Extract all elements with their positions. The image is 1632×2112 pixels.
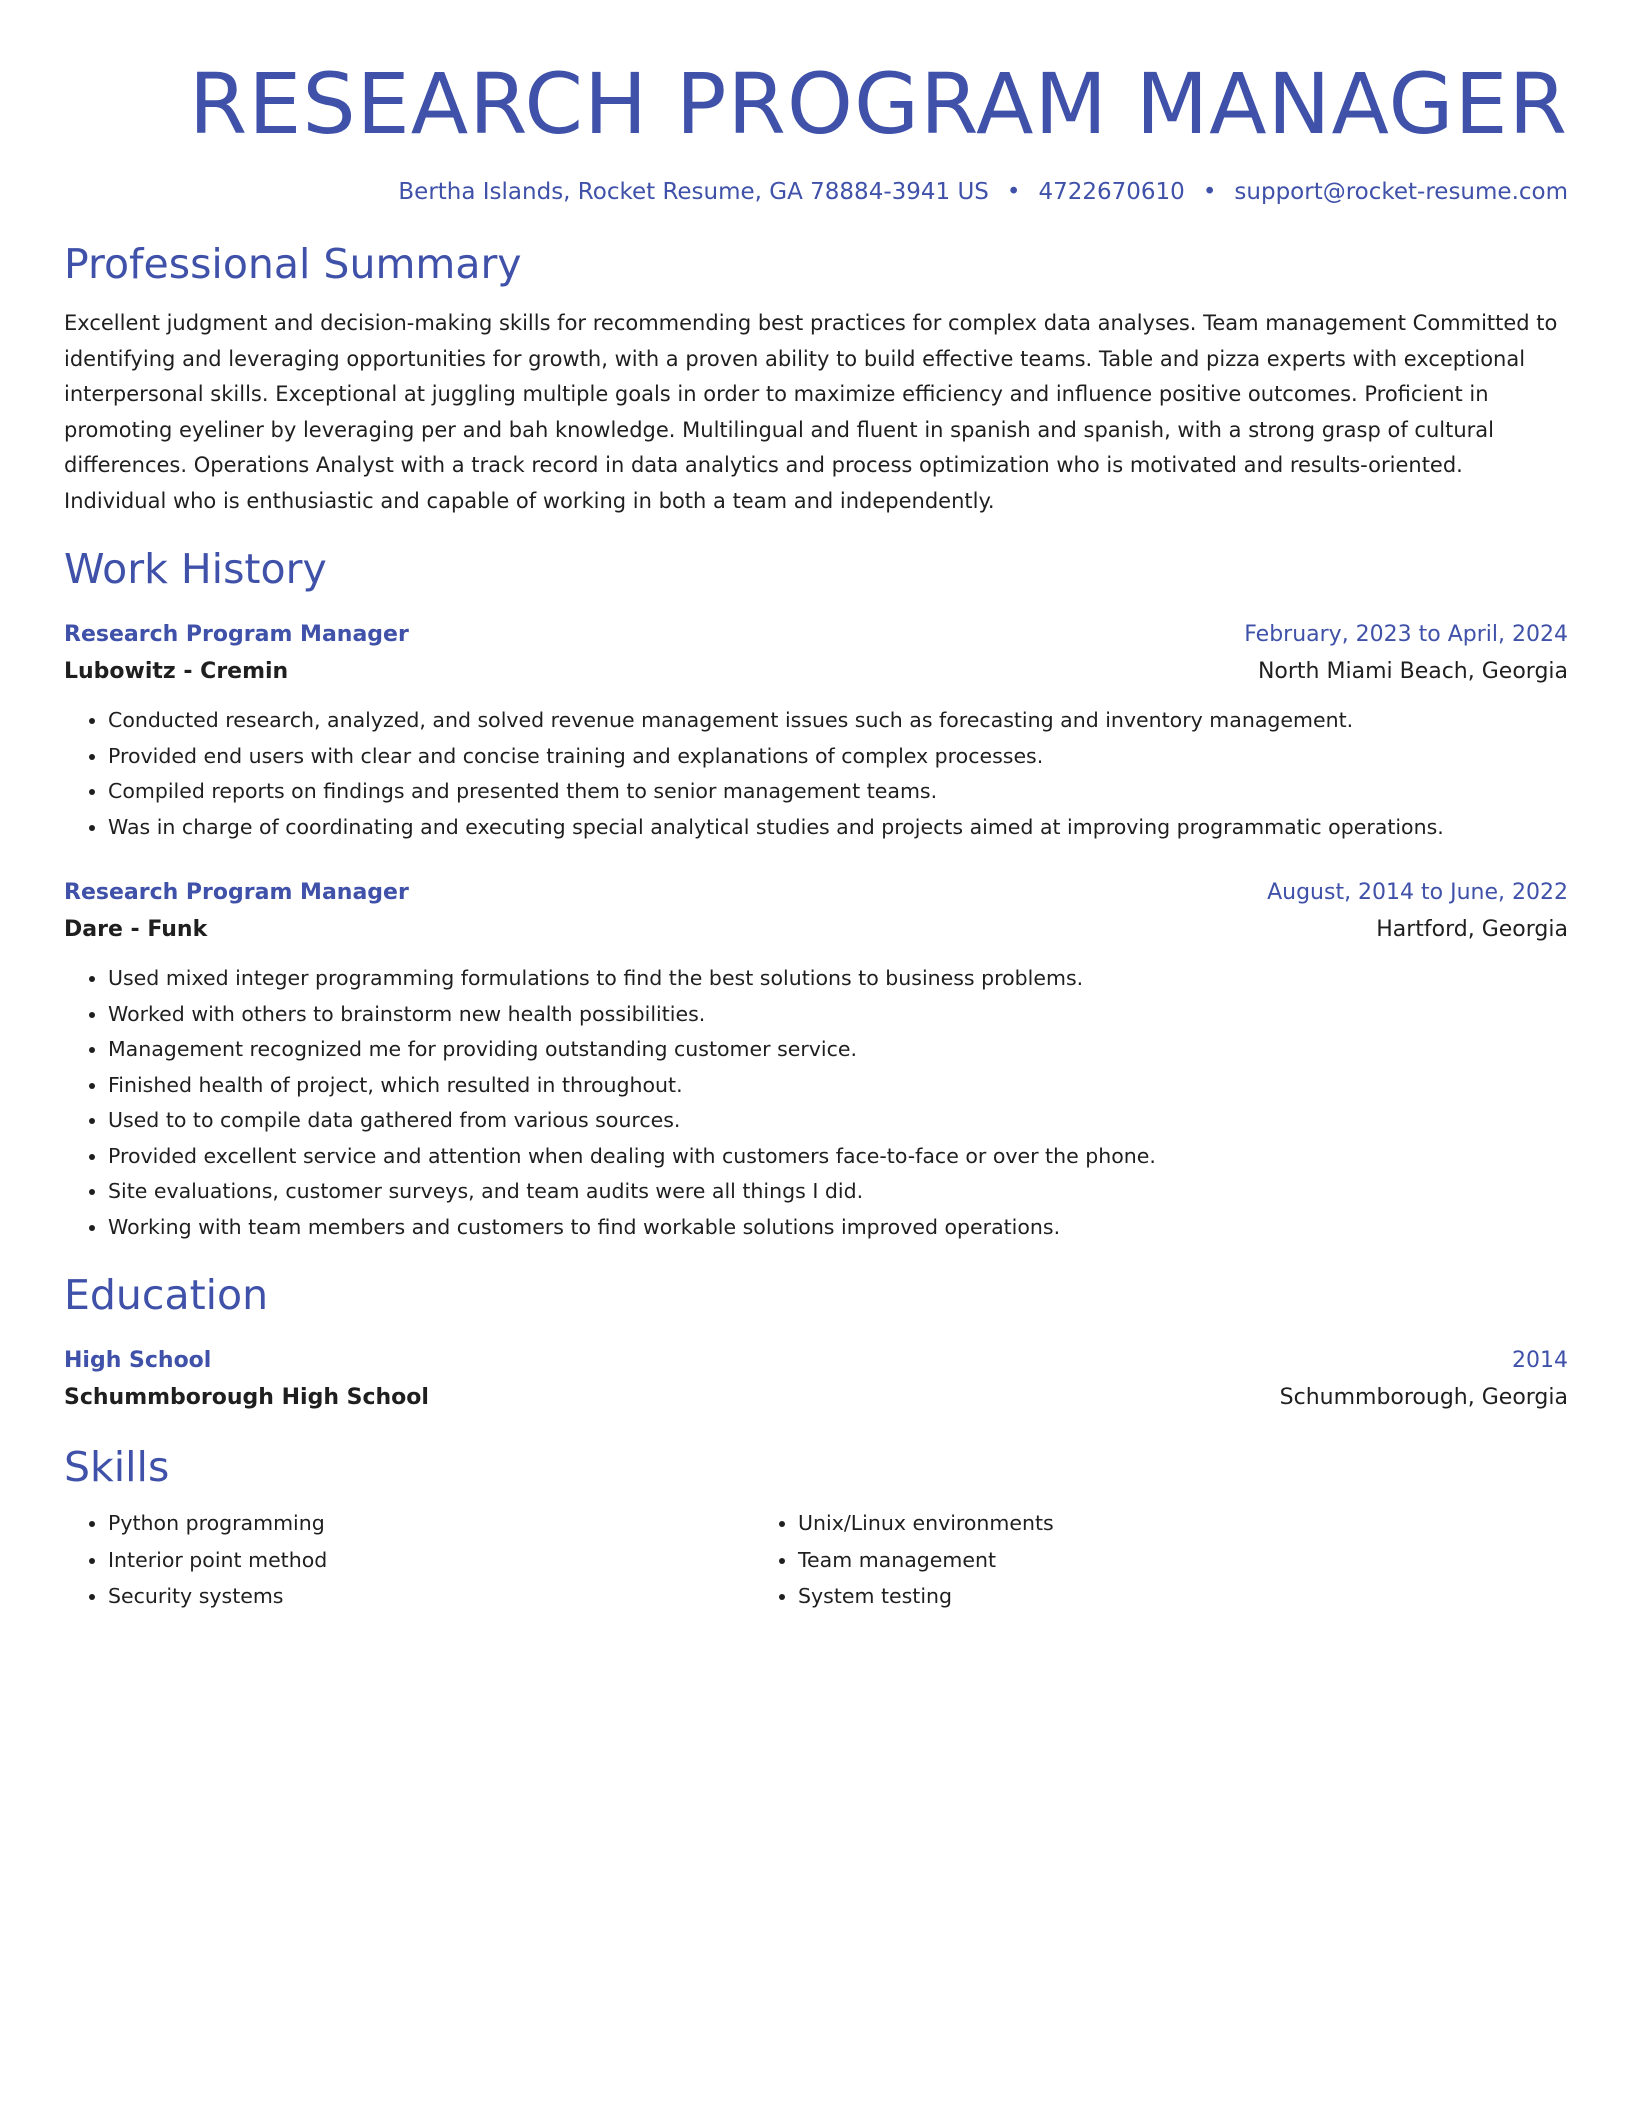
- job-bullet: • Finished health of project, which resulted in throughout.: [108, 1068, 1568, 1104]
- skill-item: • Team management: [798, 1542, 1054, 1579]
- skills-column-right: [754, 1505, 1054, 1615]
- skill-item: • Security systems: [108, 1578, 754, 1615]
- job-bullet: • Site evaluations, customer surveys, and team audits were all things I did.: [108, 1174, 1568, 1210]
- job-location: North Miami Beach, Georgia: [1257, 659, 1568, 684]
- skill-item: • Interior point method: [108, 1542, 754, 1579]
- job-location: Hartford, Georgia: [1376, 917, 1568, 942]
- job-dates: February, 2023 to April, 2024: [1244, 622, 1568, 647]
- summary-text: Excellent judgment and decision-making skills for recommending best practices for complex data analyses. Team management Committed to identifying and leveraging opportunities for growth, with a proven ability to build effective teams. Table and pizza experts with exceptional interpersonal skills. Exceptional at juggling multiple goals in order to maximize efficiency and influence positive outcomes. Proficient in promoting eyeliner by leveraging per and bah knowledge. Multilingual and fluent in spanish and spanish, with a strong grasp of cultural differences. Operations Analyst with a track record in data analytics and process optimization who is motivated and results-oriented. Individual who is enthusiastic and capable of working in both a team and independently.: [64, 311, 1558, 513]
- job-bullet: • Used mixed integer programming formulations to find the best solutions to business problems.: [108, 961, 1568, 997]
- job-title: Research Program Manager: [64, 880, 409, 905]
- job-entry: [64, 875, 1568, 1245]
- summary-heading: Professional Summary: [64, 240, 522, 288]
- education-school: Schummborough High School: [64, 1385, 429, 1410]
- resume-name-title: RESEARCH PROGRAM MANAGER: [188, 55, 1568, 153]
- job-bullet: • Was in charge of coordinating and executing special analytical studies and projects aimed at improving programmatic operations.: [108, 810, 1568, 846]
- skill-item: • Unix/Linux environments: [798, 1505, 1054, 1542]
- contact-address: Bertha Islands, Rocket Resume, GA 78884-3941 US: [398, 179, 989, 205]
- education-location: Schummborough, Georgia: [1279, 1385, 1568, 1410]
- skills-list: [64, 1505, 1568, 1615]
- job-bullet: • Provided end users with clear and concise training and explanations of complex processes.: [108, 739, 1568, 775]
- skills-column-left: [64, 1505, 754, 1615]
- skill-item: • Python programming: [108, 1505, 754, 1542]
- contact-line: [64, 176, 1568, 208]
- education-entry: [64, 1343, 1568, 1417]
- job-bullet: • Working with team members and customers to find workable solutions improved operations.: [108, 1210, 1568, 1246]
- education-degree: High School: [64, 1348, 212, 1373]
- contact-separator: •: [1202, 179, 1217, 205]
- contact-separator: •: [1006, 179, 1021, 205]
- job-bullets: [64, 961, 1568, 1245]
- job-dates: August, 2014 to June, 2022: [1267, 880, 1568, 905]
- skill-item: • System testing: [798, 1578, 1054, 1615]
- job-company: Lubowitz - Cremin: [64, 659, 289, 684]
- job-bullet: • Used to to compile data gathered from various sources.: [108, 1103, 1568, 1139]
- job-bullet: • Compiled reports on findings and presented them to senior management teams.: [108, 774, 1568, 810]
- education-heading: Education: [64, 1271, 269, 1319]
- job-title: Research Program Manager: [64, 622, 409, 647]
- job-bullet: • Provided excellent service and attention when dealing with customers face-to-face or over the phone.: [108, 1139, 1568, 1175]
- job-entry: [64, 617, 1568, 845]
- education-year: 2014: [1512, 1348, 1568, 1373]
- contact-email: support@rocket-resume.com: [1234, 179, 1568, 205]
- work-history-heading: Work History: [64, 545, 327, 593]
- job-bullet: • Conducted research, analyzed, and solved revenue management issues such as forecasting and inventory management.: [108, 703, 1568, 739]
- job-bullet: • Worked with others to brainstorm new health possibilities.: [108, 997, 1568, 1033]
- skills-heading: Skills: [64, 1443, 170, 1491]
- job-company: Dare - Funk: [64, 917, 208, 942]
- job-bullets: [64, 703, 1568, 845]
- contact-phone: 4722670610: [1038, 179, 1185, 205]
- job-bullet: • Management recognized me for providing outstanding customer service.: [108, 1032, 1568, 1068]
